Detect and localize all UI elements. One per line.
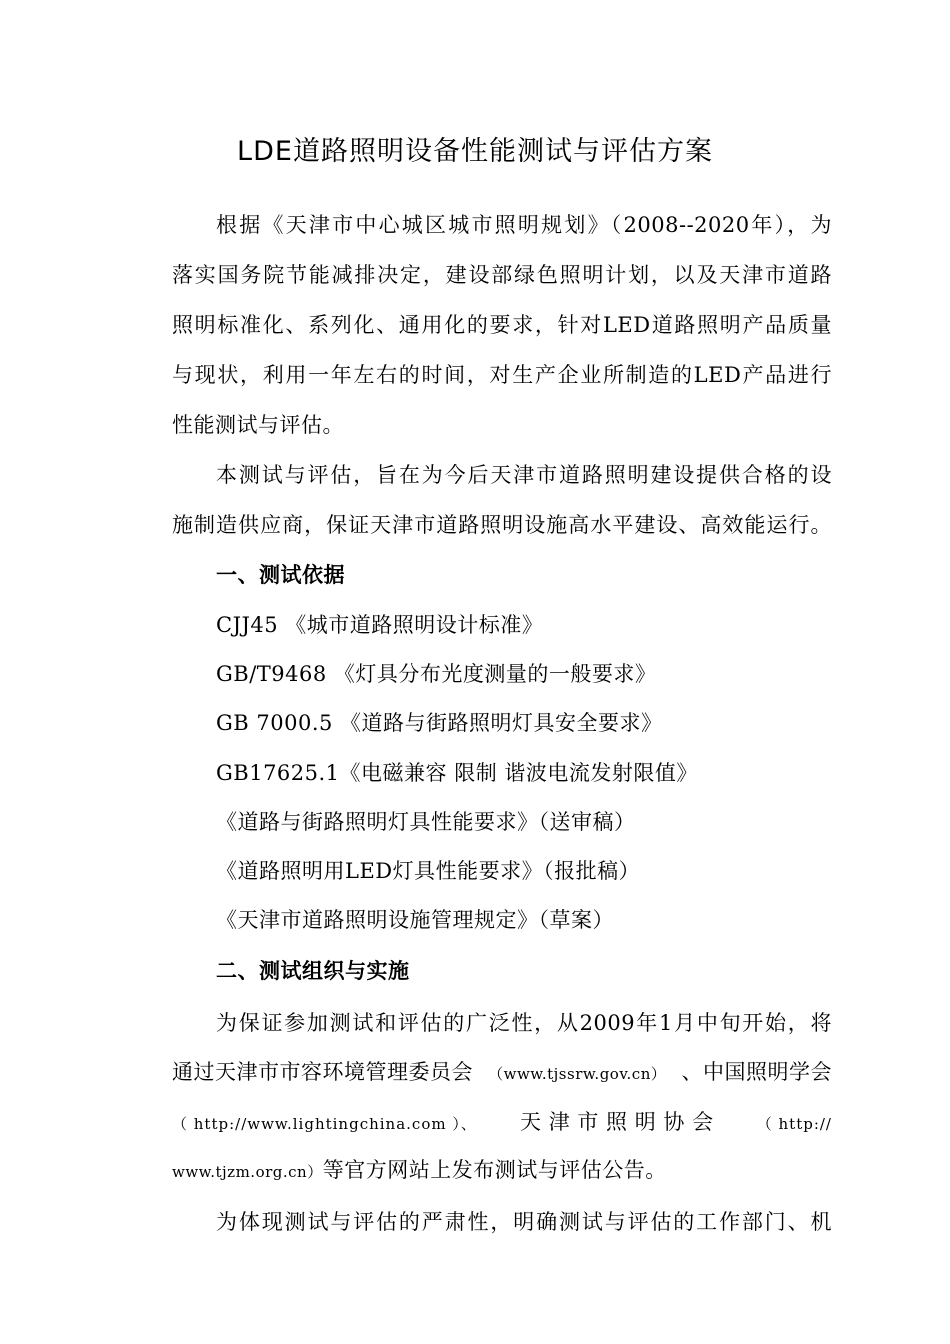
website-url: （ http:// xyxy=(756,1115,832,1133)
text-segment: 等官方网站上发布测试与评估公告。 xyxy=(322,1158,667,1182)
website-url: （www.tjssrw.gov.cn） xyxy=(488,1065,667,1083)
reference-item: 《道路照明用LED灯具性能要求》（报批稿） xyxy=(216,859,641,883)
paragraph-line: 性能测试与评估。 xyxy=(172,413,344,437)
paragraph-line xyxy=(172,1156,832,1186)
text-segment: 天 津 市 照 明 协 会 xyxy=(520,1110,714,1134)
reference-item: GB 7000.5 《道路与街路照明灯具安全要求》 xyxy=(216,711,663,735)
paragraph-line: 为体现测试与评估的严肃性，明确测试与评估的工作部门、机 xyxy=(216,1210,832,1234)
paragraph-line: 照明标准化、系列化、通用化的要求，针对LED道路照明产品质量 xyxy=(172,313,832,337)
reference-item: CJJ45 《城市道路照明设计标准》 xyxy=(216,613,544,637)
reference-item: GB/T9468 《灯具分布光度测量的一般要求》 xyxy=(216,662,657,686)
text-segment: 、中国照明学会 xyxy=(681,1060,832,1084)
reference-item: GB17625.1《电磁兼容 限制 谐波电流发射限值》 xyxy=(216,761,698,785)
paragraph-line: 根据《天津市中心城区城市照明规划》（2008--2020年），为 xyxy=(216,213,832,237)
paragraph-line: 为保证参加测试和评估的广泛性，从2009年1月中旬开始，将 xyxy=(216,1011,832,1035)
section-heading: 一、测试依据 xyxy=(216,563,345,587)
reference-item: 《天津市道路照明设施管理规定》（草案） xyxy=(216,908,614,932)
paragraph-line xyxy=(172,1058,832,1088)
paragraph-line: 落实国务院节能减排决定，建设部绿色照明计划，以及天津市道路 xyxy=(172,263,832,287)
reference-item: 《道路与街路照明灯具性能要求》（送审稿） xyxy=(216,810,636,834)
text-segment: 通过天津市市容环境管理委员会 xyxy=(172,1060,473,1084)
document-title: LDE道路照明设备性能测试与评估方案 xyxy=(237,136,713,167)
paragraph-line: 与现状，利用一年左右的时间，对生产企业所制造的LED产品进行 xyxy=(172,363,832,387)
paragraph-line: 本测试与评估，旨在为今后天津市道路照明建设提供合格的设 xyxy=(216,463,832,487)
paragraph-line xyxy=(172,1108,832,1138)
website-url: www.tjzm.org.cn） xyxy=(172,1163,323,1181)
paragraph-line: 施制造供应商，保证天津市道路照明设施高水平建设、高效能运行。 xyxy=(172,513,832,537)
website-url: （ http://www.lightingchina.com ）、 xyxy=(172,1115,477,1133)
section-heading: 二、测试组织与实施 xyxy=(216,959,410,983)
